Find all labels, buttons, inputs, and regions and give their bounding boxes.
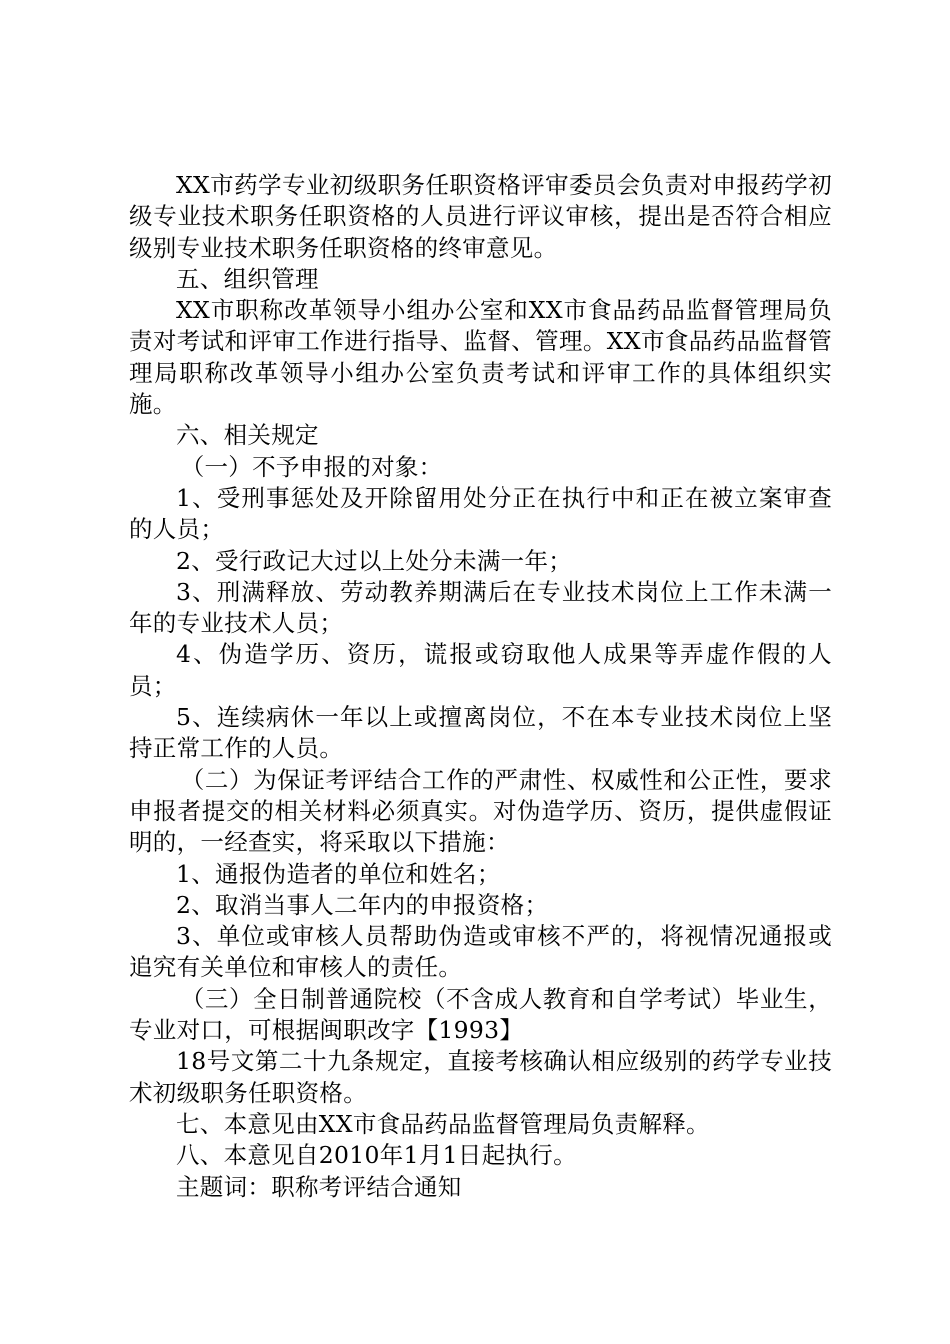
subheading-graduates: （三）全日制普通院校（不含成人教育和自学考试）毕业生，专业对口，可根据闽职改字【1993】 <box>129 984 832 1045</box>
paragraph-interpretation: 七、本意见由XX市食品药品监督管理局负责解释。 <box>176 1109 710 1138</box>
list-item-ineligible-2: 2、受行政记大过以上处分未满一年； <box>176 546 573 575</box>
heading-related-rules: 六、相关规定 <box>176 421 319 450</box>
list-item-measure-2: 2、取消当事人二年内的申报资格； <box>176 890 549 919</box>
paragraph-organization-management: XX市职称改革领导小组办公室和XX市食品药品监督管理局负责对考试和评审工作进行指导、监督、管理。XX市食品药品监督管理局职称改革领导小组办公室负责考试和评审工作的具体组织实施。 <box>129 296 832 419</box>
list-item-measure-3: 3、单位或审核人员帮助伪造或审核不严的，将视情况通报或追究有关单位和审核人的责任。 <box>129 922 832 982</box>
list-item-measure-1: 1、通报伪造者的单位和姓名； <box>176 859 501 888</box>
list-item-ineligible-1: 1、受刑事惩处及开除留用处分正在执行中和正在被立案审查的人员； <box>129 483 832 544</box>
paragraph-effective-date: 八、本意见自2010年1月1日起执行。 <box>176 1141 577 1170</box>
list-item-ineligible-5: 5、连续病休一年以上或擅离岗位，不在本专业技术岗位上坚持正常工作的人员。 <box>129 703 832 763</box>
heading-organization-management: 五、组织管理 <box>176 264 319 293</box>
paragraph-review-committee: XX市药学专业初级职务任职资格评审委员会负责对申报药学初级专业技术职务任职资格的人员进行评议审核，提出是否符合相应级别专业技术职务任职资格的终审意见。 <box>129 171 832 262</box>
subheading-authenticity: （二）为保证考评结合工作的严肃性、权威性和公正性，要求申报者提交的相关材料必须真实。对伪造学历、资历，提供虚假证明的，一经查实，将采取以下措施： <box>129 765 832 857</box>
document-body <box>129 170 832 1203</box>
subject-keywords: 主题词：职称考评结合通知 <box>176 1172 462 1201</box>
paragraph-graduates-continued: 18号文第二十九条规定，直接考核确认相应级别的药学专业技术初级职务任职资格。 <box>129 1047 832 1107</box>
subheading-ineligible: （一）不予申报的对象： <box>180 452 443 481</box>
list-item-ineligible-3: 3、刑满释放、劳动教养期满后在专业技术岗位上工作未满一年的专业技术人员； <box>129 577 832 638</box>
list-item-ineligible-4: 4、伪造学历、资历，谎报或窃取他人成果等弄虚作假的人员； <box>129 640 832 700</box>
